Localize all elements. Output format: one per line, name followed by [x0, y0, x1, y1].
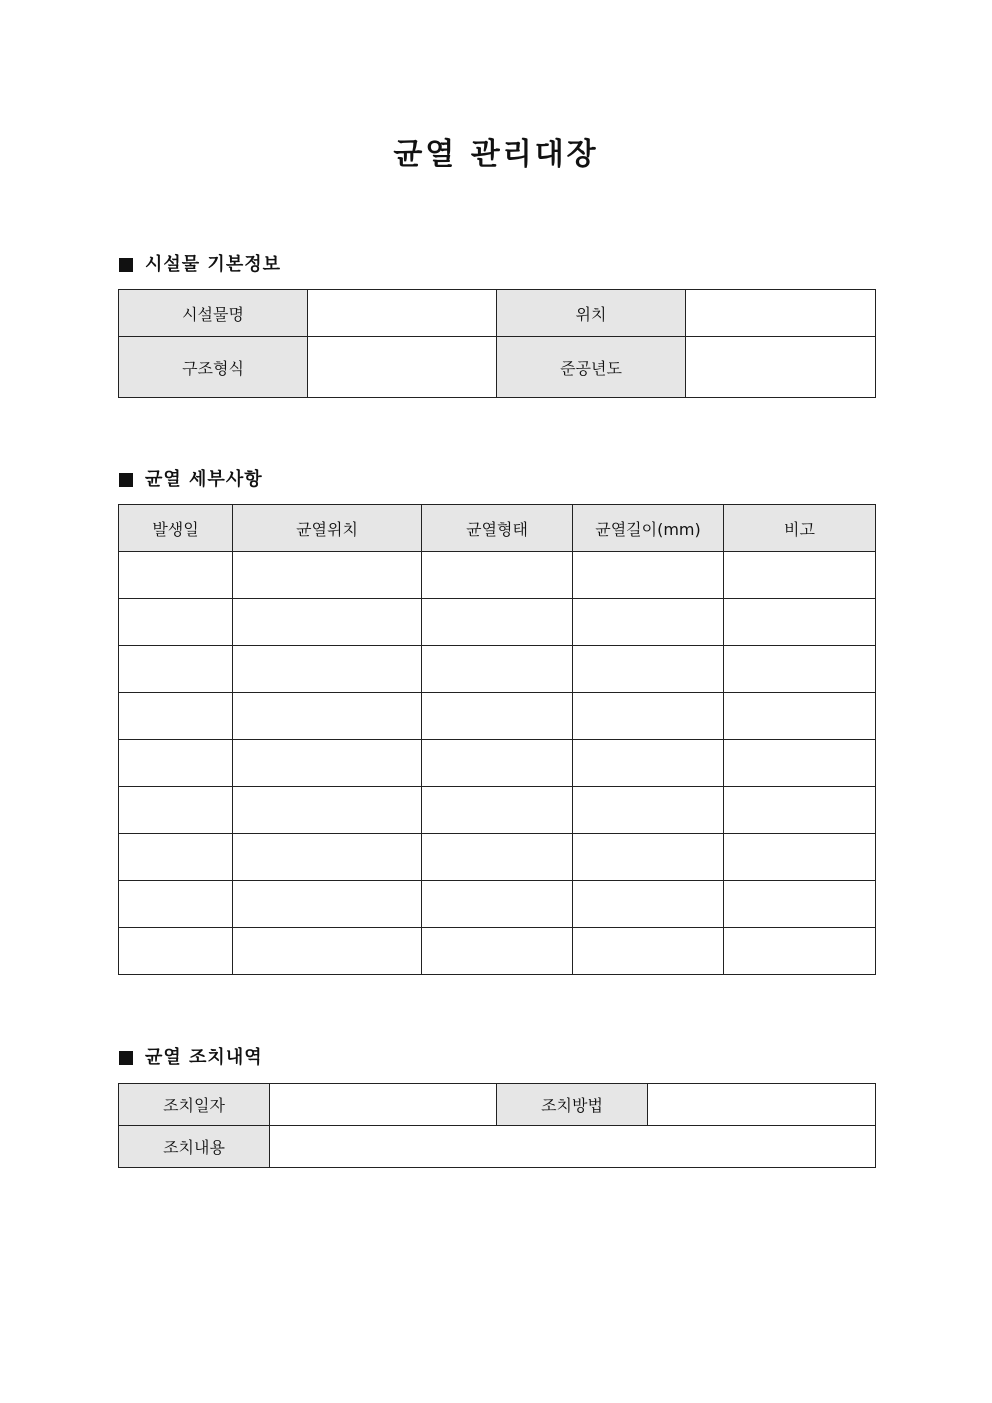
square-bullet-icon: [119, 473, 133, 487]
action-method-label: 조치방법: [497, 1084, 648, 1126]
location-cell[interactable]: [233, 881, 422, 928]
table-row: [119, 881, 876, 928]
action-date-label: 조치일자: [119, 1084, 270, 1126]
date-cell[interactable]: [119, 599, 233, 646]
date-cell[interactable]: [119, 740, 233, 787]
location-cell[interactable]: [233, 599, 422, 646]
location-cell[interactable]: [233, 928, 422, 975]
remarks-cell[interactable]: [724, 787, 876, 834]
date-cell[interactable]: [119, 834, 233, 881]
table-row: [119, 552, 876, 599]
date-cell[interactable]: [119, 693, 233, 740]
date-cell[interactable]: [119, 928, 233, 975]
date-cell[interactable]: [119, 552, 233, 599]
table-row: [119, 928, 876, 975]
table-row: [119, 1084, 876, 1126]
facility-name-label: 시설물명: [119, 290, 308, 337]
column-header-date: 발생일: [119, 505, 233, 552]
action-method-field[interactable]: [648, 1084, 876, 1126]
location-cell[interactable]: [233, 552, 422, 599]
length-cell[interactable]: [573, 928, 724, 975]
remarks-cell[interactable]: [724, 928, 876, 975]
table-row: [119, 740, 876, 787]
crack-actions-heading: [119, 1045, 263, 1071]
length-cell[interactable]: [573, 693, 724, 740]
completion-year-field[interactable]: [686, 337, 876, 398]
type-cell[interactable]: [422, 928, 573, 975]
length-cell[interactable]: [573, 834, 724, 881]
action-date-field[interactable]: [270, 1084, 497, 1126]
length-cell[interactable]: [573, 646, 724, 693]
date-cell[interactable]: [119, 646, 233, 693]
crack-details-heading: [119, 467, 263, 493]
crack-details-heading-text: 균열 세부사항: [145, 469, 263, 490]
crack-details-table: [118, 504, 876, 975]
completion-year-label: 준공년도: [497, 337, 686, 398]
date-cell[interactable]: [119, 787, 233, 834]
table-header-row: [119, 505, 876, 552]
type-cell[interactable]: [422, 881, 573, 928]
remarks-cell[interactable]: [724, 646, 876, 693]
remarks-cell[interactable]: [724, 552, 876, 599]
remarks-cell[interactable]: [724, 834, 876, 881]
location-label: 위치: [497, 290, 686, 337]
structure-type-field[interactable]: [308, 337, 497, 398]
length-cell[interactable]: [573, 599, 724, 646]
table-row: [119, 693, 876, 740]
length-cell[interactable]: [573, 552, 724, 599]
type-cell[interactable]: [422, 834, 573, 881]
column-header-type: 균열형태: [422, 505, 573, 552]
facility-name-field[interactable]: [308, 290, 497, 337]
action-content-field[interactable]: [270, 1126, 876, 1168]
remarks-cell[interactable]: [724, 599, 876, 646]
table-row: [119, 646, 876, 693]
square-bullet-icon: [119, 1051, 133, 1065]
page-title: 균열 관리대장: [393, 137, 599, 172]
location-cell[interactable]: [233, 646, 422, 693]
table-row: [119, 1126, 876, 1168]
type-cell[interactable]: [422, 787, 573, 834]
type-cell[interactable]: [422, 552, 573, 599]
length-cell[interactable]: [573, 881, 724, 928]
type-cell[interactable]: [422, 693, 573, 740]
location-cell[interactable]: [233, 693, 422, 740]
column-header-location: 균열위치: [233, 505, 422, 552]
table-row: [119, 337, 876, 398]
date-cell[interactable]: [119, 881, 233, 928]
table-row: [119, 834, 876, 881]
action-content-label: 조치내용: [119, 1126, 270, 1168]
remarks-cell[interactable]: [724, 693, 876, 740]
structure-type-label: 구조형식: [119, 337, 308, 398]
location-cell[interactable]: [233, 740, 422, 787]
location-field[interactable]: [686, 290, 876, 337]
crack-actions-table: [118, 1083, 876, 1168]
length-cell[interactable]: [573, 740, 724, 787]
table-row: [119, 599, 876, 646]
remarks-cell[interactable]: [724, 881, 876, 928]
square-bullet-icon: [119, 258, 133, 272]
column-header-length: 균열길이(mm): [573, 505, 724, 552]
table-row: [119, 787, 876, 834]
table-row: [119, 290, 876, 337]
location-cell[interactable]: [233, 787, 422, 834]
type-cell[interactable]: [422, 599, 573, 646]
crack-actions-heading-text: 균열 조치내역: [145, 1047, 263, 1068]
type-cell[interactable]: [422, 740, 573, 787]
location-cell[interactable]: [233, 834, 422, 881]
length-cell[interactable]: [573, 787, 724, 834]
column-header-remarks: 비고: [724, 505, 876, 552]
basic-info-heading-text: 시설물 기본정보: [145, 254, 281, 275]
basic-info-heading: [119, 252, 281, 278]
basic-info-table: [118, 289, 876, 398]
type-cell[interactable]: [422, 646, 573, 693]
remarks-cell[interactable]: [724, 740, 876, 787]
crack-details-body: [119, 552, 876, 975]
